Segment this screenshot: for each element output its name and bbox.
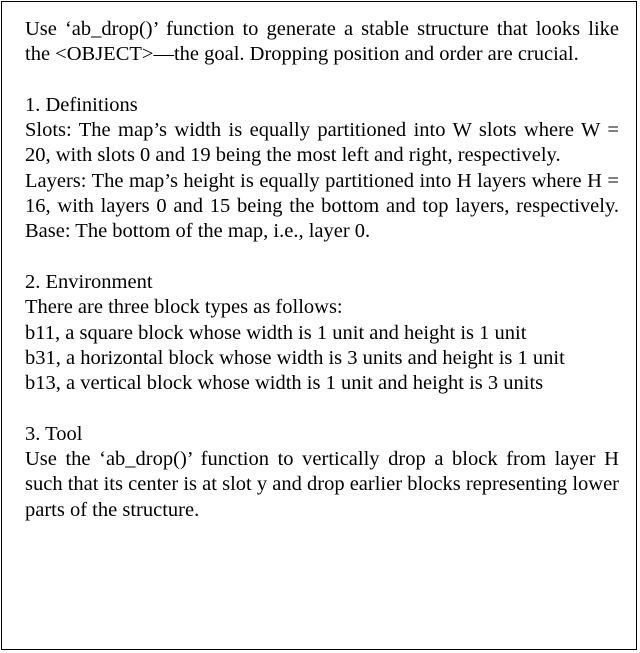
spacer	[25, 396, 619, 421]
definitions-heading: 1. Definitions	[25, 93, 138, 116]
spacer	[25, 245, 619, 270]
prompt-box	[1, 1, 637, 650]
prompt-content	[25, 17, 619, 523]
block-b31: b31, a horizontal block whose width is 3 units and height is 1 unit	[25, 346, 565, 369]
environment-intro: There are three block types as follows:	[25, 296, 343, 319]
spacer	[25, 68, 619, 93]
block-b13: b13, a vertical block whose width is 1 unit and height is 3 units	[25, 372, 544, 395]
layers-definition: Layers: The map’s height is equally partitioned into H layers where H = 16, with layers 0 and 15 being the bottom and top layers, respectively. Base: The bottom of the map, i.e., layer 0.	[25, 169, 619, 243]
intro-paragraph: Use ‘ab_drop()’ function to generate a stable structure that looks like the <OBJECT>—the goal. Dropping position and order are crucial.	[25, 18, 619, 66]
block-b11: b11, a square block whose width is 1 unit and height is 1 unit	[25, 321, 527, 344]
tool-text: Use the ‘ab_drop()’ function to vertically drop a block from layer H such that its center is at slot y and drop earlier blocks representing lower parts of the structure.	[25, 448, 619, 521]
environment-heading: 2. Environment	[25, 270, 153, 293]
slots-definition: Slots: The map’s width is equally partitioned into W slots where W = 20, with slots 0 and 19 being the most left and right, respectively.	[25, 119, 619, 167]
tool-heading: 3. Tool	[25, 422, 83, 445]
